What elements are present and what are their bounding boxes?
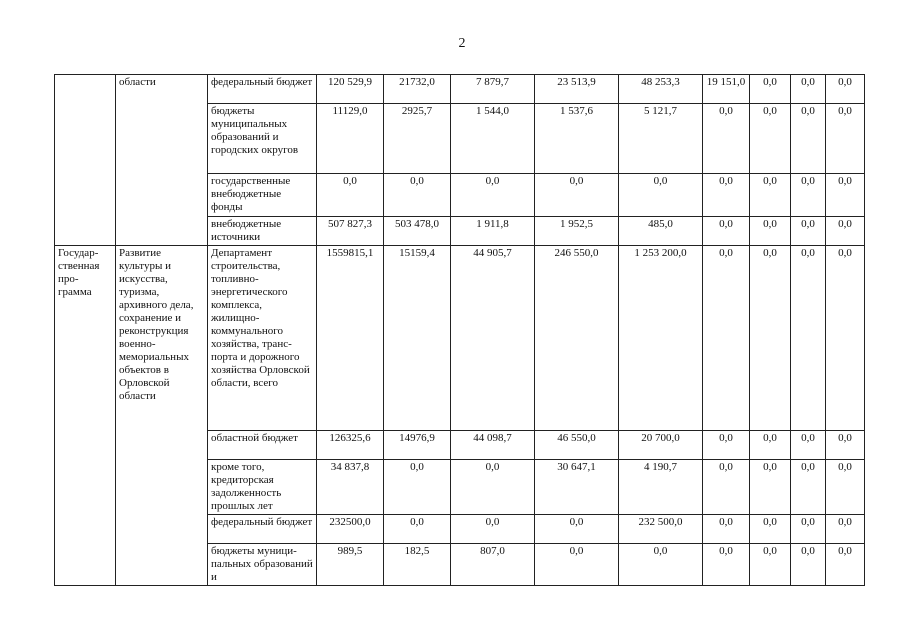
value-cell: 0,0 (451, 460, 535, 515)
funding-source-cell: бюджеты муници-пальных образований и (208, 544, 317, 586)
value-cell: 0,0 (750, 246, 791, 431)
value-cell: 0,0 (535, 515, 619, 544)
value-cell: 0,0 (535, 544, 619, 586)
funding-source-cell: бюджеты муниципальных образований и городских округов (208, 104, 317, 174)
value-cell: 0,0 (619, 174, 703, 217)
value-cell: 0,0 (384, 460, 451, 515)
table-row (55, 246, 865, 431)
funding-source-cell: областной бюджет (208, 431, 317, 460)
value-cell: 0,0 (384, 515, 451, 544)
funding-source-cell: Департамент строительства, топливно-энергетического комплекса, жилищно-коммунального хозяйства, транс-порта и дорожного хозяйства Орловской области, всего (208, 246, 317, 431)
value-cell: 0,0 (826, 544, 865, 586)
funding-source-cell: федеральный бюджет (208, 515, 317, 544)
funding-source-cell: кроме того, кредиторская задолженность прошлых лет (208, 460, 317, 515)
value-cell: 0,0 (791, 104, 826, 174)
value-cell: 0,0 (791, 431, 826, 460)
value-cell: 0,0 (750, 544, 791, 586)
funding-source-cell: федеральный бюджет (208, 75, 317, 104)
value-cell: 0,0 (791, 75, 826, 104)
value-cell: 0,0 (703, 515, 750, 544)
value-cell: 19 151,0 (703, 75, 750, 104)
value-cell: 30 647,1 (535, 460, 619, 515)
value-cell: 48 253,3 (619, 75, 703, 104)
value-cell: 0,0 (750, 174, 791, 217)
value-cell: 15159,4 (384, 246, 451, 431)
program-type-cell: Государ-ственная про-грамма (55, 246, 116, 586)
value-cell: 807,0 (451, 544, 535, 586)
value-cell: 0,0 (619, 544, 703, 586)
value-cell: 0,0 (750, 431, 791, 460)
value-cell: 0,0 (703, 460, 750, 515)
value-cell: 21732,0 (384, 75, 451, 104)
budget-table (54, 74, 865, 586)
value-cell: 0,0 (791, 246, 826, 431)
program-type-cell (55, 75, 116, 246)
value-cell: 182,5 (384, 544, 451, 586)
value-cell: 503 478,0 (384, 217, 451, 246)
value-cell: 1 952,5 (535, 217, 619, 246)
value-cell: 0,0 (703, 217, 750, 246)
value-cell: 0,0 (826, 104, 865, 174)
value-cell: 0,0 (750, 75, 791, 104)
funding-source-cell: государственные внебюджетные фонды (208, 174, 317, 217)
value-cell: 1 253 200,0 (619, 246, 703, 431)
value-cell: 1 544,0 (451, 104, 535, 174)
value-cell: 14976,9 (384, 431, 451, 460)
value-cell: 507 827,3 (317, 217, 384, 246)
value-cell: 120 529,9 (317, 75, 384, 104)
table-row (55, 75, 865, 104)
funding-source-cell: внебюджетные источники (208, 217, 317, 246)
value-cell: 0,0 (826, 460, 865, 515)
value-cell: 5 121,7 (619, 104, 703, 174)
value-cell: 11129,0 (317, 104, 384, 174)
value-cell: 0,0 (535, 174, 619, 217)
program-name-cell: Развитие культуры и искусства, туризма, архивного дела, сохранение и реконструкция военно-мемориальных объектов в Орловской области (116, 246, 208, 586)
value-cell: 0,0 (384, 174, 451, 217)
value-cell: 0,0 (451, 174, 535, 217)
value-cell: 0,0 (703, 104, 750, 174)
value-cell: 1559815,1 (317, 246, 384, 431)
value-cell: 0,0 (826, 75, 865, 104)
value-cell: 0,0 (750, 104, 791, 174)
value-cell: 1 911,8 (451, 217, 535, 246)
value-cell: 0,0 (703, 174, 750, 217)
page-number: 2 (458, 36, 466, 51)
value-cell: 126325,6 (317, 431, 384, 460)
value-cell: 1 537,6 (535, 104, 619, 174)
value-cell: 0,0 (826, 217, 865, 246)
value-cell: 0,0 (791, 460, 826, 515)
value-cell: 46 550,0 (535, 431, 619, 460)
value-cell: 0,0 (317, 174, 384, 217)
value-cell: 232 500,0 (619, 515, 703, 544)
value-cell: 0,0 (791, 217, 826, 246)
value-cell: 0,0 (826, 431, 865, 460)
value-cell: 0,0 (750, 460, 791, 515)
value-cell: 23 513,9 (535, 75, 619, 104)
value-cell: 989,5 (317, 544, 384, 586)
value-cell: 0,0 (826, 515, 865, 544)
value-cell: 20 700,0 (619, 431, 703, 460)
value-cell: 44 905,7 (451, 246, 535, 431)
value-cell: 34 837,8 (317, 460, 384, 515)
value-cell: 0,0 (703, 246, 750, 431)
value-cell: 0,0 (703, 544, 750, 586)
value-cell: 0,0 (826, 246, 865, 431)
value-cell: 0,0 (791, 544, 826, 586)
value-cell: 0,0 (750, 515, 791, 544)
value-cell: 0,0 (750, 217, 791, 246)
value-cell: 0,0 (791, 174, 826, 217)
value-cell: 0,0 (826, 174, 865, 217)
value-cell: 246 550,0 (535, 246, 619, 431)
value-cell: 232500,0 (317, 515, 384, 544)
value-cell: 4 190,7 (619, 460, 703, 515)
program-name-cell: области (116, 75, 208, 246)
value-cell: 44 098,7 (451, 431, 535, 460)
value-cell: 0,0 (703, 431, 750, 460)
value-cell: 7 879,7 (451, 75, 535, 104)
value-cell: 0,0 (451, 515, 535, 544)
value-cell: 2925,7 (384, 104, 451, 174)
value-cell: 0,0 (791, 515, 826, 544)
value-cell: 485,0 (619, 217, 703, 246)
